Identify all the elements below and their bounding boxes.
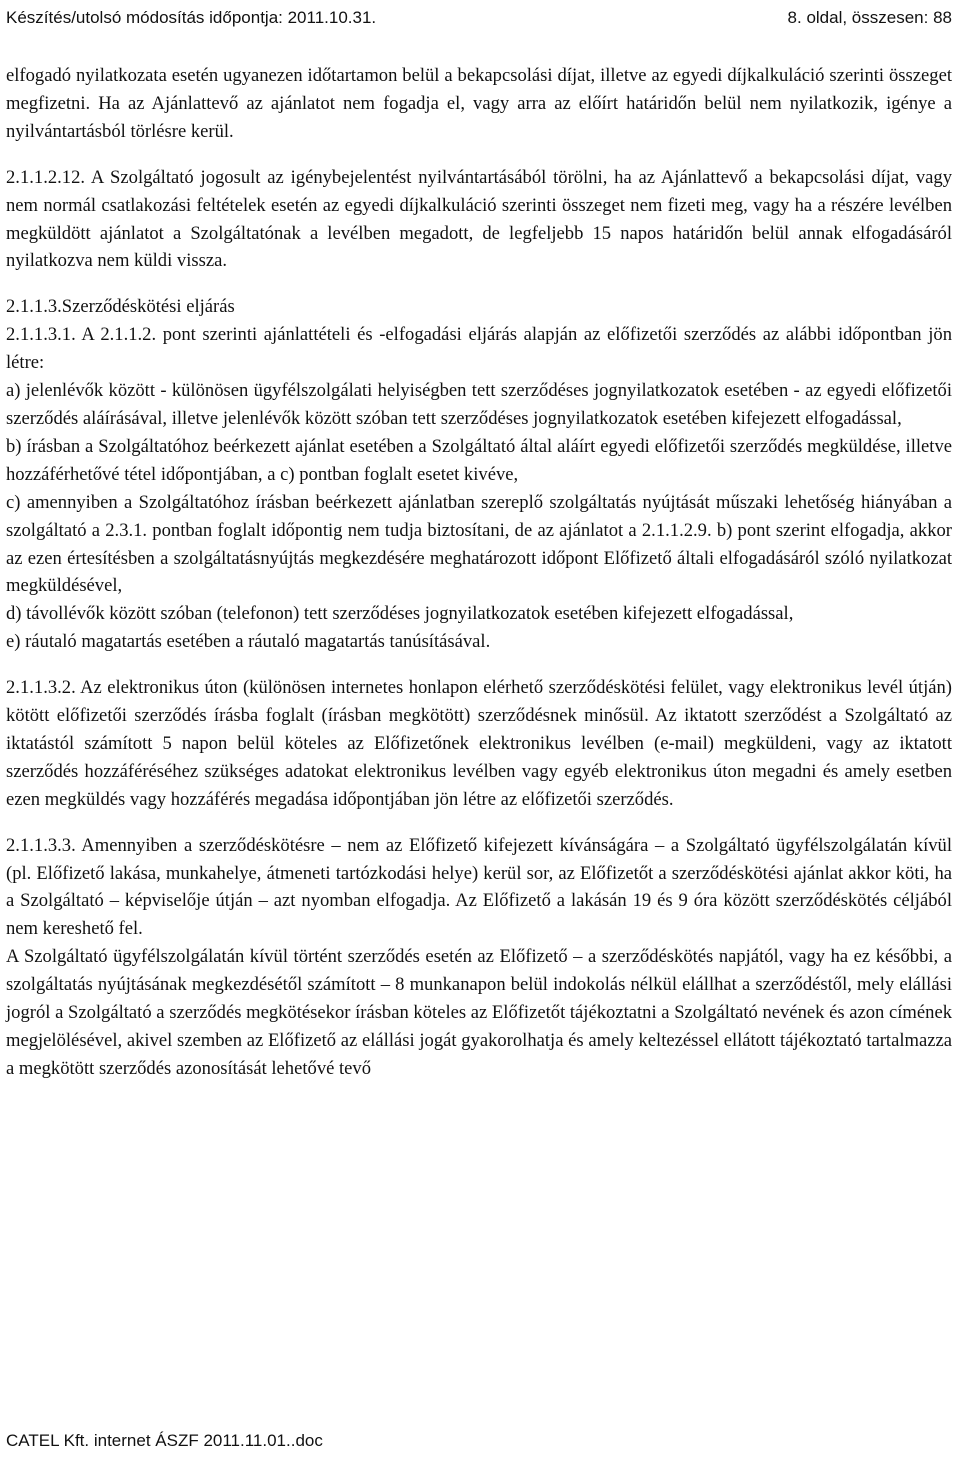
paragraph-withdrawal: A Szolgáltató ügyfélszolgálatán kívül történt szerződés esetén az Előfizető – a szerződéskötés napjától, vagy ha ez későbbi, a szolgáltatás nyújtásának megkezdésétől számított – 8 munkanapon belül indokolás nélkül elállhat a szerződéstől, mely elállási jogról a Szolgáltató a szerződés megkötésekor írásban köteles az Előfizetőt tájékoztatni a Szolgáltató nevének és azon címének megjelölésével, akivel szemben az Előfizető az elállási jogát gyakorolhatja és amely keltezéssel ellátott tájékoztató tartalmazza a megkötött szerződés azonosítását lehetővé tevő xyxy=(6,946,952,1079)
list-item-a: a) jelenlévők között - különösen ügyfélszolgálati helyiségben tett szerződéses jognyilatkozatok esetében - az egyedi előfizetői szerződés aláírásával, illetve jelenlévők között szóban tett szerződéses jognyilatkozatok esetében kifejezett elfogadással, xyxy=(6,380,952,429)
list-item-e: e) ráutaló magatartás esetében a ráutaló magatartás tanúsításával. xyxy=(6,631,491,653)
paragraph-continuation: elfogadó nyilatkozata esetén ugyanezen időtartamon belül a bekapcsolási díjat, illetve az egyedi díjkalkuláció szerinti összeget megfizetni. Ha az Ajánlattevő az ajánlatot nem fogadja el, vagy arra az előírt határidőn belül nem nyilatkozik, igénye a nyilvántartásból törlésre kerül. xyxy=(6,65,952,142)
list-item-c: c) amennyiben a Szolgáltatóhoz írásban beérkezett ajánlatban szereplő szolgáltatás nyújtását műszaki lehetőség hiányában a szolgáltató a 2.3.1. pontban foglalt időpontig nem tudja biztosítani, de az ajánlatot a 2.1.1.2.9. b) pont szerint elfogadja, akkor az ezen értesítésben a szolgáltatásnyújtás megkezdésére meghatározott időpont Előfizető általi elfogadásáról szóló nyilatkozat megküldésével, xyxy=(6,491,952,597)
section-heading: 2.1.1.3.Szerződéskötési eljárás xyxy=(6,296,235,318)
paragraph-2-1-1-3-2: 2.1.1.3.2. Az elektronikus úton (különösen internetes honlapon elérhető szerződéskötési felület, vagy elektronikus levél útján) kötött előfizetői szerződés írásba foglalt (írásban megkötött) szerződésnek minősül. Az iktatott szerződést a Szolgáltató az iktatástól számított 5 napon belül köteles az Előfizetőnek elektronikus levélben (e-mail) megküldeni, vagy az iktatott szerződés hozzáféréséhez szükséges adatokat elektronikus levélben vagy egyéb elektronikus úton megadni és amely esetben ezen megküldés vagy hozzáférés megadása időpontjában jön létre az előfizetői szerződés. xyxy=(6,677,952,810)
header-page-number: 8. oldal, összesen: 88 xyxy=(787,8,952,27)
paragraph-2-1-1-3-3: 2.1.1.3.3. Amennyiben a szerződéskötésre – nem az Előfizető kifejezett kívánságára – a Szolgáltató ügyfélszolgálatán kívül (pl. Előfizető lakása, munkahelye, átmeneti tartózkodási helye) kerül sor, az Előfizetőt a szerződéskötési ajánlat akkor köti, ha a Szolgáltató – képviselője útján – azt nyomban elfogadja. Az Előfizető a lakásán 19 és 9 óra között szerződéskötés céljából nem kereshető fel. xyxy=(6,834,952,940)
paragraph-2-1-1-3-1: 2.1.1.3.1. A 2.1.1.2. pont szerinti ajánlattételi és -elfogadási eljárás alapján az előfizetői szerződés az alábbi időpontban jön létre: xyxy=(6,324,952,374)
page-footer: CATEL Kft. internet ÁSZF 2011.11.01..doc xyxy=(6,1431,323,1450)
page-header xyxy=(6,0,952,36)
header-date: Készítés/utolsó módosítás időpontja: 2011.10.31. xyxy=(6,8,377,27)
list-item-b: b) írásban a Szolgáltatóhoz beérkezett ajánlat esetében a Szolgáltató által aláírt egyedi előfizetői szerződés megküldése, illetve hozzáférhetővé tétel időpontjában, a c) pontban foglalt esetet kivéve, xyxy=(6,435,952,485)
document-body xyxy=(6,62,952,1083)
list-item-d: d) távollévők között szóban (telefonon) tett szerződéses jognyilatkozatok esetében kifejezett elfogadással, xyxy=(6,603,794,625)
paragraph-2-1-1-2-12: 2.1.1.2.12. A Szolgáltató jogosult az igénybejelentést nyilvántartásából törölni, ha az Ajánlattevő a bekapcsolási díjat, vagy nem normál csatlakozási feltételek esetén az egyedi díjkalkuláció szerinti összeget nem fizeti meg, vagy ha a részére levélben megküldött ajánlatot a Szolgáltatónak a levélben megadott, de legfeljebb 15 napos határidőn belül annak elfogadásáról nyilatkozva nem küldi vissza. xyxy=(6,166,952,272)
